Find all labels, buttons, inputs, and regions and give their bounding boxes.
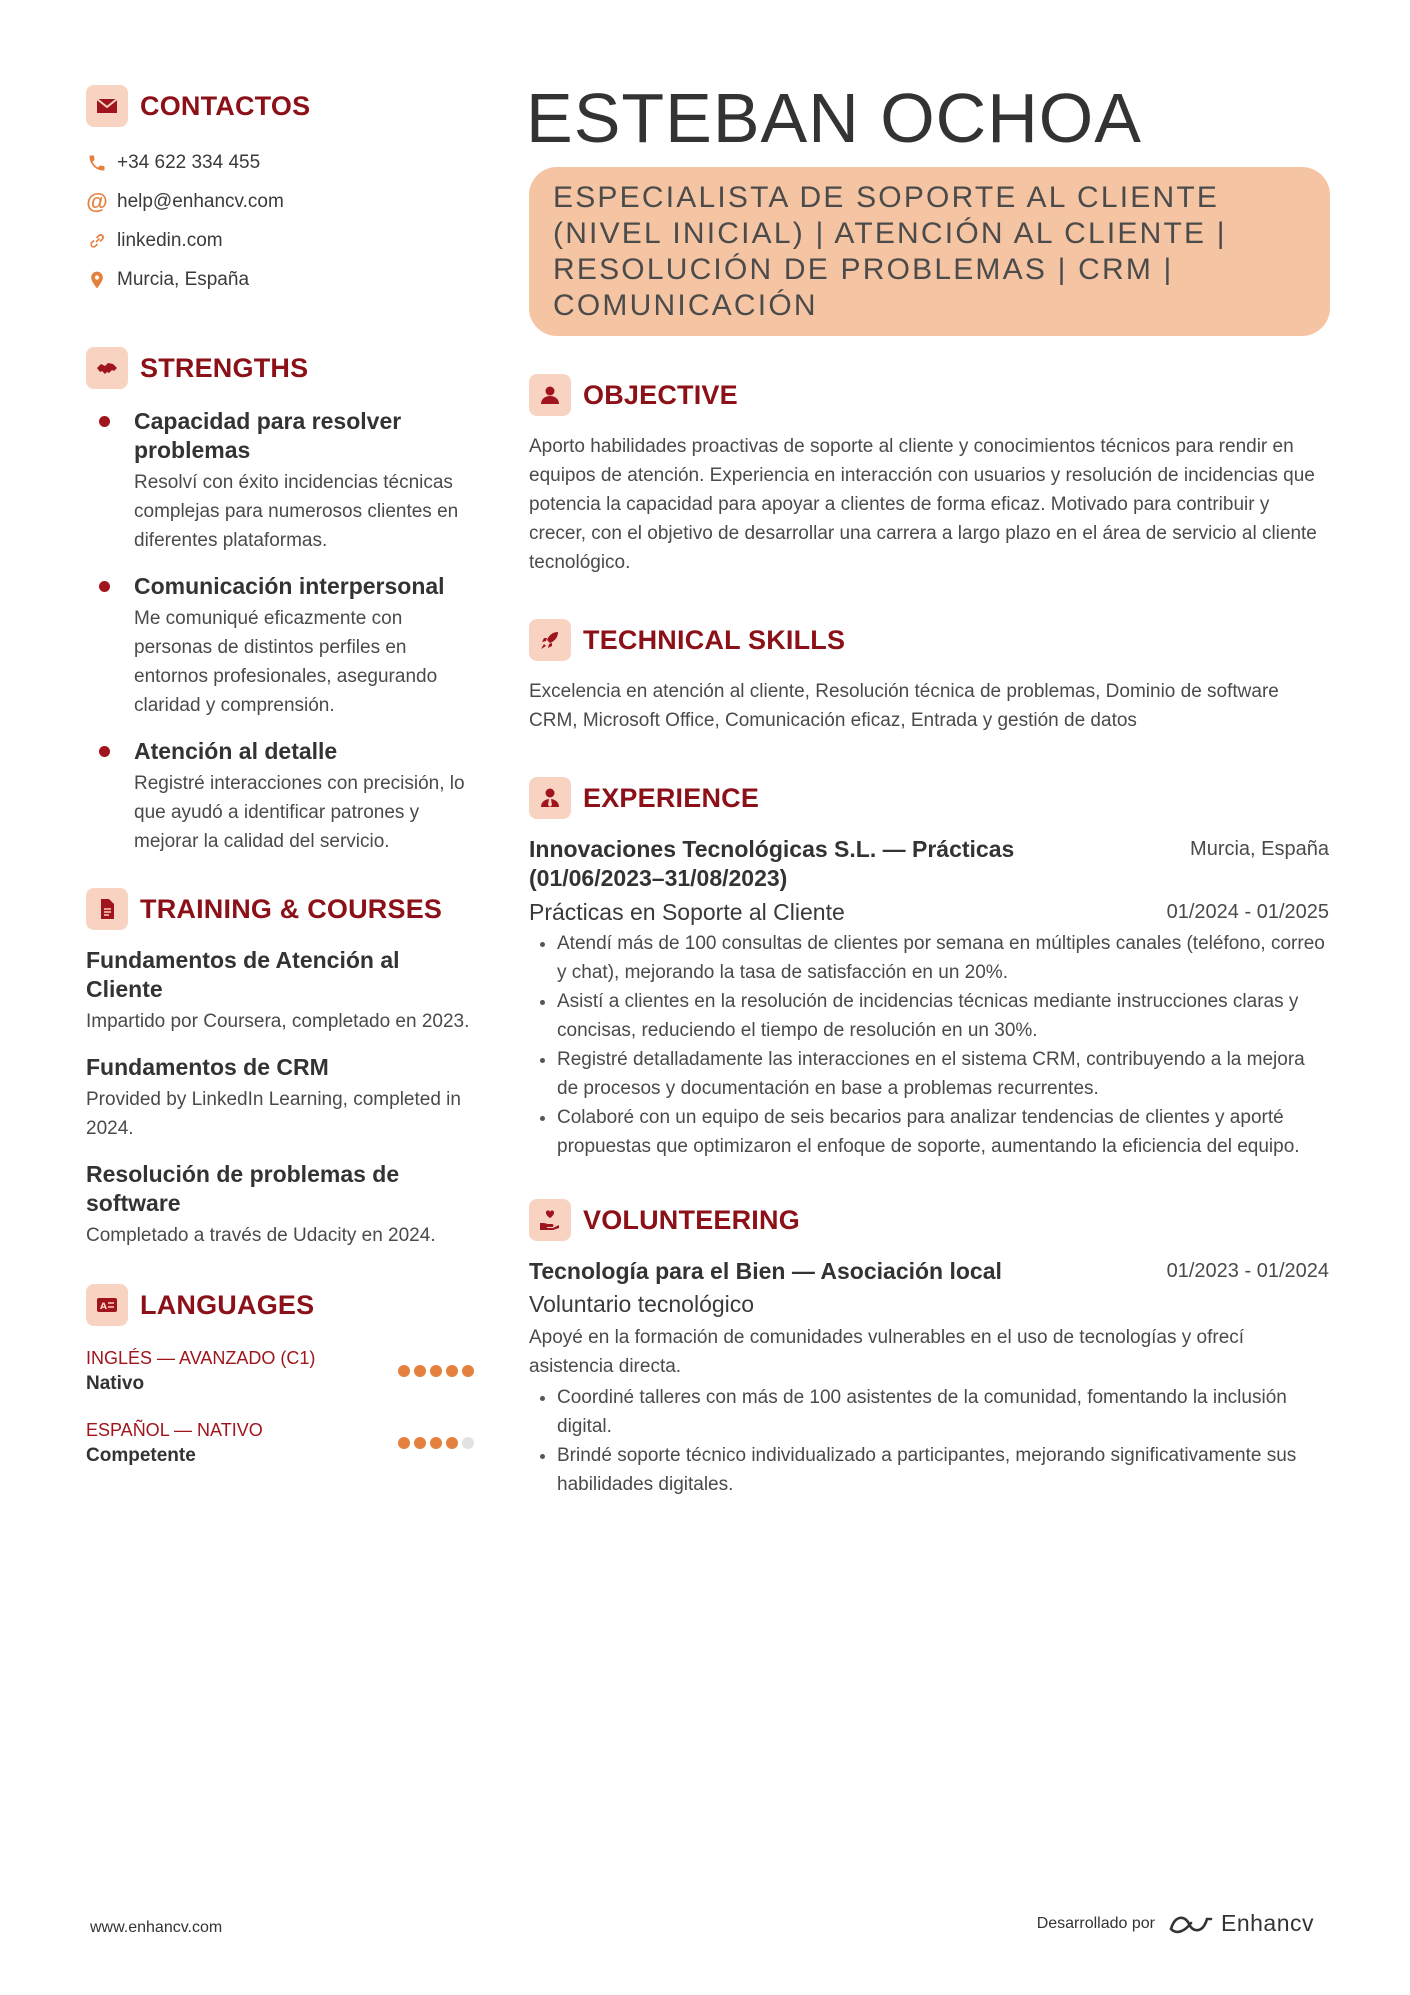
hand-heart-icon	[529, 1199, 571, 1241]
link-icon	[86, 230, 108, 252]
course-item	[86, 1160, 474, 1250]
contact-email[interactable]	[86, 182, 474, 221]
course-title: Fundamentos de Atención al Cliente	[86, 947, 400, 1002]
volunteering-bullet: • Brindé soporte técnico individualizado a participantes, mejorando significativamente sus habilidades digitales.	[557, 1441, 1329, 1499]
bullet-dot	[99, 416, 110, 427]
strength-title: Comunicación interpersonal	[134, 573, 445, 599]
enhancv-logo-icon	[1167, 1911, 1215, 1937]
language-item	[86, 1418, 474, 1468]
course-item	[86, 1053, 474, 1143]
location-text: Murcia, España	[117, 268, 250, 290]
strength-desc: Me comuniqué eficazmente con personas de distintos perfiles en entornos profesionales, asegurando claridad y comprensión.	[134, 608, 438, 716]
course-desc: Provided by LinkedIn Learning, completed in 2024.	[86, 1089, 461, 1139]
headline-title: ESPECIALISTA DE SOPORTE AL CLIENTE (NIVEL INICIAL) | ATENCIÓN AL CLIENTE | RESOLUCIÓN DE PROBLEMAS | CRM | COMUNICACIÓN	[529, 167, 1330, 336]
right-column	[526, 78, 1329, 1499]
rating-dot-filled	[414, 1365, 426, 1377]
rating-dot-filled	[430, 1437, 442, 1449]
strength-item	[86, 737, 474, 856]
experience-company: Innovaciones Tecnológicas S.L. — Prácticas (01/06/2023–31/08/2023)	[529, 836, 1015, 891]
rating-dot-filled	[414, 1437, 426, 1449]
language-rating	[398, 1365, 474, 1377]
contact-location	[86, 260, 474, 299]
experience-bullets	[529, 929, 1329, 1161]
contact-phone[interactable]	[86, 143, 474, 182]
experience-bullet: • Asistí a clientes en la resolución de incidencias técnicas mediante instrucciones claras y concisas, reduciendo el tiempo de resolución en un 30%.	[557, 987, 1329, 1045]
language-name: INGLÉS — AVANZADO (C1)	[86, 1348, 316, 1368]
objective-section	[529, 374, 1329, 577]
svg-text:A: A	[100, 1302, 107, 1312]
volunteering-bullet: • Coordiné talleres con más de 100 asistentes de la comunidad, fomentando la inclusión digital.	[557, 1383, 1329, 1441]
experience-location: Murcia, España	[1190, 838, 1329, 860]
language-level: Nativo	[86, 1373, 145, 1394]
skills-text: Excelencia en atención al cliente, Resolución técnica de problemas, Dominio de software CRM, Microsoft Office, Comunicación eficaz, Entrada y gestión de datos	[529, 681, 1279, 731]
volunteering-desc: Apoyé en la formación de comunidades vulnerables en el uso de tecnologías y ofrecí asistencia directa.	[529, 1327, 1245, 1377]
languages-heading: LANGUAGES	[140, 1289, 315, 1320]
experience-bullet: • Registré detalladamente las interacciones en el sistema CRM, contribuyendo a la mejora de procesos y documentación en base a problemas recurrentes.	[557, 1045, 1329, 1103]
language-name: ESPAÑOL — NATIVO	[86, 1420, 263, 1440]
volunteering-heading: VOLUNTEERING	[583, 1204, 800, 1235]
businessman-icon	[529, 777, 571, 819]
phone-text: +34 622 334 455	[117, 151, 261, 173]
powered-by-text: Desarrollado por	[1036, 1914, 1155, 1932]
course-title: Resolución de problemas de software	[86, 1161, 400, 1216]
user-icon	[529, 374, 571, 416]
objective-text: Aporto habilidades proactivas de soporte al cliente y conocimientos técnicos para rendir en equipos de atención. Experiencia en interacción con usuarios y resolución de incidencias que potencia la capacidad para apoyar a clientes de forma eficaz. Motivado para contribuir y crecer, con el objetivo de desarrollar una carrera a largo plazo en el área de servicio al cliente tecnológico.	[529, 436, 1317, 573]
strength-item	[86, 572, 474, 720]
volunteering-dates: 01/2023 - 01/2024	[1166, 1260, 1329, 1282]
contacts-section	[86, 85, 474, 299]
bullet-dot	[99, 581, 110, 592]
email-text: help@enhancv.com	[117, 190, 284, 212]
course-desc: Completado a través de Udacity en 2024.	[86, 1225, 436, 1246]
strengths-heading: STRENGTHS	[140, 352, 309, 383]
language-item	[86, 1346, 474, 1396]
experience-bullet: • Colaboré con un equipo de seis becarios para analizar tendencias de clientes y aporté propuestas que optimizaron el enfoque de soporte, aumentando la eficiencia del equipo.	[557, 1103, 1329, 1161]
language-icon	[86, 1284, 128, 1326]
strength-title: Atención al detalle	[134, 738, 338, 764]
skills-heading: TECHNICAL SKILLS	[583, 624, 846, 655]
skills-section	[529, 619, 1329, 735]
volunteering-role: Voluntario tecnológico	[529, 1291, 755, 1317]
rating-dot-filled	[398, 1437, 410, 1449]
course-title: Fundamentos de CRM	[86, 1054, 329, 1080]
experience-bullet: • Atendí más de 100 consultas de clientes por semana en múltiples canales (teléfono, correo y chat), mejorando la tasa de satisfacción en un 20%.	[557, 929, 1329, 987]
left-column	[86, 85, 474, 1490]
candidate-name: ESTEBAN OCHOA	[526, 79, 1142, 157]
rating-dot-filled	[446, 1437, 458, 1449]
rating-dot-empty	[462, 1437, 474, 1449]
course-desc: Impartido por Coursera, completado en 2023.	[86, 1011, 470, 1032]
envelope-icon	[86, 85, 128, 127]
document-icon	[86, 888, 128, 930]
training-heading: TRAINING & COURSES	[140, 893, 443, 924]
strength-desc: Registré interacciones con precisión, lo que ayudó a identificar patrones y mejorar la calidad del servicio.	[134, 773, 465, 852]
volunteering-org: Tecnología para el Bien — Asociación local	[529, 1258, 1002, 1284]
linkedin-text: linkedin.com	[117, 229, 223, 251]
rating-dot-filled	[398, 1365, 410, 1377]
handshake-icon	[86, 347, 128, 389]
strengths-section	[86, 347, 474, 856]
language-level: Competente	[86, 1445, 196, 1466]
enhancv-wordmark: Enhancv	[1220, 1910, 1314, 1936]
footer-website[interactable]: www.enhancv.com	[90, 1919, 223, 1936]
rating-dot-filled	[430, 1365, 442, 1377]
location-pin-icon	[86, 269, 108, 291]
contact-linkedin[interactable]	[86, 221, 474, 260]
volunteering-section	[529, 1199, 1329, 1499]
training-section	[86, 888, 474, 1250]
experience-dates: 01/2024 - 01/2025	[1166, 901, 1329, 923]
strength-title: Capacidad para resolver problemas	[134, 408, 402, 463]
at-icon: @	[86, 188, 108, 214]
objective-heading: OBJECTIVE	[583, 379, 738, 410]
bullet-dot	[99, 746, 110, 757]
experience-section	[529, 777, 1329, 1161]
languages-section	[86, 1284, 474, 1468]
contacts-heading: CONTACTOS	[140, 90, 311, 121]
rating-dot-filled	[446, 1365, 458, 1377]
volunteering-bullets	[529, 1383, 1329, 1499]
strength-item	[86, 407, 474, 555]
experience-heading: EXPERIENCE	[583, 782, 760, 813]
rating-dot-filled	[462, 1365, 474, 1377]
language-rating	[398, 1437, 474, 1449]
course-item	[86, 946, 474, 1036]
rocket-icon	[529, 619, 571, 661]
phone-icon	[86, 152, 108, 174]
footer-brand	[1037, 1910, 1314, 1937]
experience-role: Prácticas en Soporte al Cliente	[529, 899, 845, 925]
strength-desc: Resolví con éxito incidencias técnicas complejas para numerosos clientes en diferentes plataformas.	[134, 472, 459, 551]
